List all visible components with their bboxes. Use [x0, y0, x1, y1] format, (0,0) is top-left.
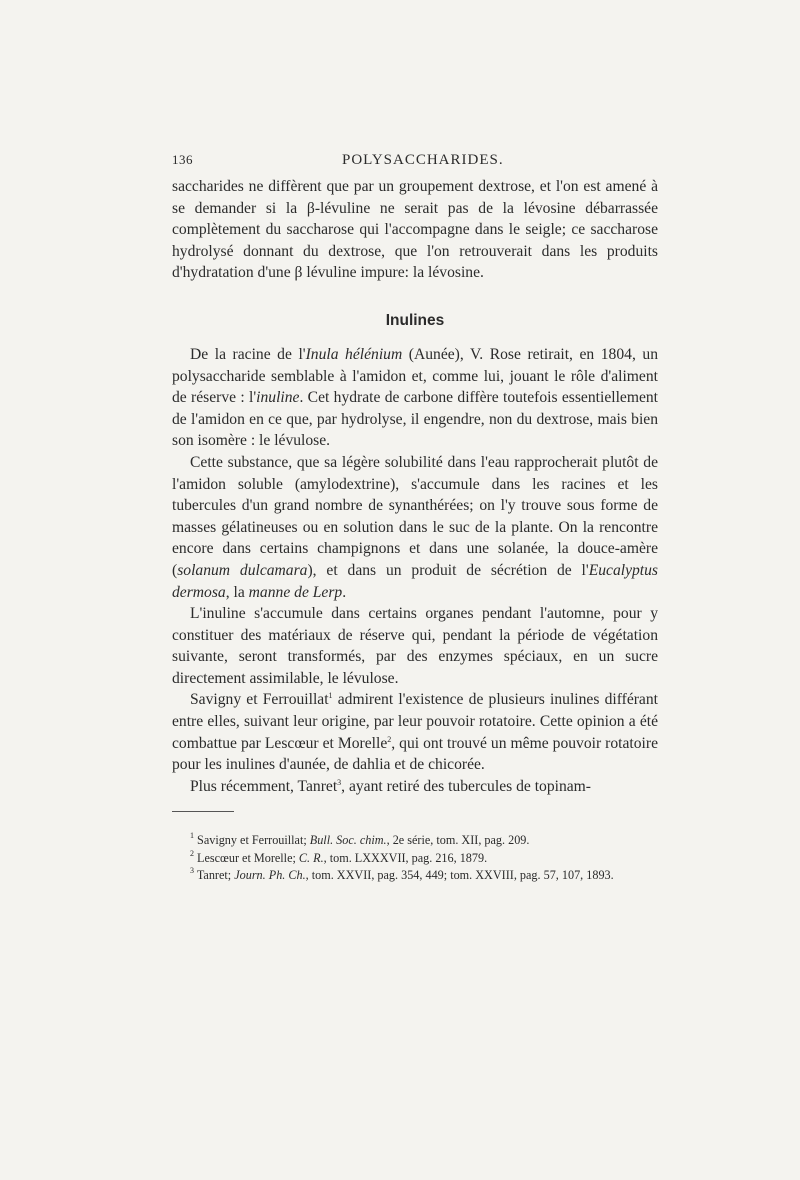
- italic-text: Inula hélénium: [305, 345, 403, 363]
- page-number: 136: [172, 152, 193, 167]
- paragraph-savigny: [172, 689, 658, 775]
- footnote-marker: 1: [190, 831, 194, 841]
- footnote-marker: 1: [328, 691, 333, 701]
- italic-text: inuline: [256, 389, 300, 407]
- text-run: , la: [225, 583, 249, 601]
- text-run: Savigny et Ferrouillat: [190, 691, 329, 709]
- footnotes: [172, 832, 658, 885]
- section-title: Inulines: [385, 311, 445, 329]
- footnote-1: [172, 832, 658, 850]
- text-run: . Cet hydrate de carbone diffère toutefois essentiellement de l'amidon en ce que, par hydrolyse, il engendre, non du dextrose, mais bien son isomère : le lévulose.: [172, 389, 659, 450]
- footnote-marker: 2: [190, 848, 194, 858]
- footnote-2: [172, 850, 658, 868]
- text-run: Cette substance, que sa légère solubilité dans l'eau rapprocherait plutôt de l'amidon soluble (amylodextrine), s'accumule dans les racines et les tubercules d'un grand nombre de synanthérées; on l'y trouve sous forme de masses gélatineuses ou en solution dans le suc de la plante. On la rencontre encore dans certains champignons et dans une solanée, la douce-amère (: [172, 453, 658, 579]
- text-run: , tom. LXXXVII, pag. 216, 1879.: [323, 850, 488, 865]
- italic-text: Eucalyptus dermosa: [172, 561, 658, 601]
- book-page: [172, 152, 658, 885]
- text-run: Savigny et Ferrouillat;: [194, 833, 310, 848]
- italic-text: Bull. Soc. chim.: [309, 833, 387, 848]
- paragraph-tanret: [172, 776, 658, 798]
- footnote-marker: 3: [190, 866, 194, 876]
- paragraph-intro: [172, 176, 658, 284]
- text-run: , qui ont trouvé un même pouvoir rotatoire pour les inulines d'aunée, de dahlia et de chicorée.: [172, 734, 658, 774]
- text-run: ), et dans un produit de sécrétion de l': [307, 561, 589, 579]
- footnote-marker: 3: [337, 777, 342, 787]
- paragraph-accumulation: [172, 603, 658, 689]
- text-run: De la racine de l': [190, 345, 306, 363]
- italic-text: C. R.: [298, 850, 324, 865]
- paragraph-substance: [172, 452, 658, 603]
- text-run: .: [342, 583, 347, 601]
- italic-text: solanum dulcamara: [177, 561, 308, 579]
- text-run: L'inuline s'accumule dans certains organes pendant l'automne, pour y constituer des matériaux de réserve qui, pendant la période de végétation suivante, seront transformés, par des enzymes spéciaux, en un sucre directement assimilable, le lévulose.: [172, 605, 658, 687]
- italic-text: manne de Lerp: [248, 583, 343, 601]
- text-run: saccharides ne diffèrent que par un groupement dextrose, et l'on est amené à se demander si la β-lévuline ne serait pas de la lévosine débarrassée complètement du saccharose qui l'accompagne dans le seigle; ce saccharose hydrolysé donnant du dextrose, que l'on retrouverait dans les produits d'hydratation d'une β lévuline impure: la lévosine.: [172, 178, 658, 282]
- text-run: , tom. XXVII, pag. 354, 449; tom. XXVIII, pag. 57, 107, 1893.: [305, 868, 614, 883]
- running-title: POLYSACCHARIDES.: [342, 152, 504, 168]
- footnote-rule: [172, 811, 234, 812]
- text-run: admirent l'existence de plusieurs inulines différant entre elles, suivant leur origine, par leur pouvoir rotatoire. Cette opinion a été combattue par Lescœur et Morelle: [172, 691, 658, 752]
- paragraph-inula: [172, 344, 658, 452]
- text-run: Lescœur et Morelle;: [194, 850, 299, 865]
- text-run: (Aunée), V. Rose retirait, en 1804, un polysaccharide semblable à l'amidon et, comme lui, jouant le rôle d'aliment de réserve : l': [172, 345, 658, 407]
- text-run: , ayant retiré des tubercules de topinam-: [341, 777, 591, 795]
- text-run: Plus récemment, Tanret: [190, 777, 338, 795]
- footnote-3: [172, 867, 658, 885]
- italic-text: Journ. Ph. Ch.: [234, 868, 306, 883]
- running-head: [172, 152, 658, 176]
- text-run: , 2e série, tom. XII, pag. 209.: [386, 833, 530, 848]
- text-run: Tanret;: [194, 868, 235, 883]
- footnote-marker: 2: [387, 734, 392, 744]
